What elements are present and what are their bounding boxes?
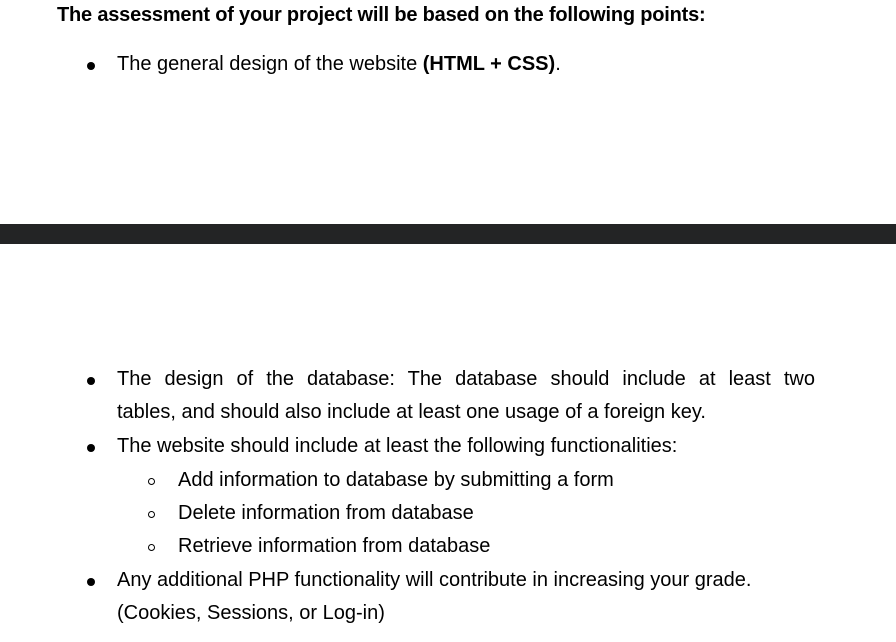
sub-list-item-text: Add information to database by submitting a form <box>178 469 614 491</box>
list-item-line-1: Any additional PHP functionality will contribute in increasing your grade. <box>117 569 752 591</box>
dark-divider-bar <box>0 224 896 244</box>
sub-list-item-text: Delete information from database <box>178 502 474 524</box>
hollow-circle-icon <box>148 511 155 518</box>
assessment-heading: The assessment of your project will be based on the following points: <box>57 4 706 26</box>
sub-list-item-text: Retrieve information from database <box>178 535 491 557</box>
bullet-icon <box>87 578 95 586</box>
list-item-text: The website should include at least the following functionalities: <box>117 435 678 457</box>
item-text-bold: (HTML + CSS) <box>422 53 556 75</box>
hollow-circle-icon <box>148 478 155 485</box>
item-text-prefix: The general design of the website <box>117 53 423 75</box>
hollow-circle-icon <box>148 544 155 551</box>
list-item-text <box>117 53 561 76</box>
bullet-icon <box>87 377 95 385</box>
item-text-suffix: . <box>555 53 561 75</box>
bullet-icon <box>87 444 95 452</box>
list-item-line-1: The design of the database: The database should include at least two <box>117 368 815 390</box>
list-item-line-2: (Cookies, Sessions, or Log-in) <box>117 602 385 624</box>
list-item-line-2: tables, and should also include at least one usage of a foreign key. <box>117 401 706 423</box>
bullet-icon <box>87 62 95 70</box>
